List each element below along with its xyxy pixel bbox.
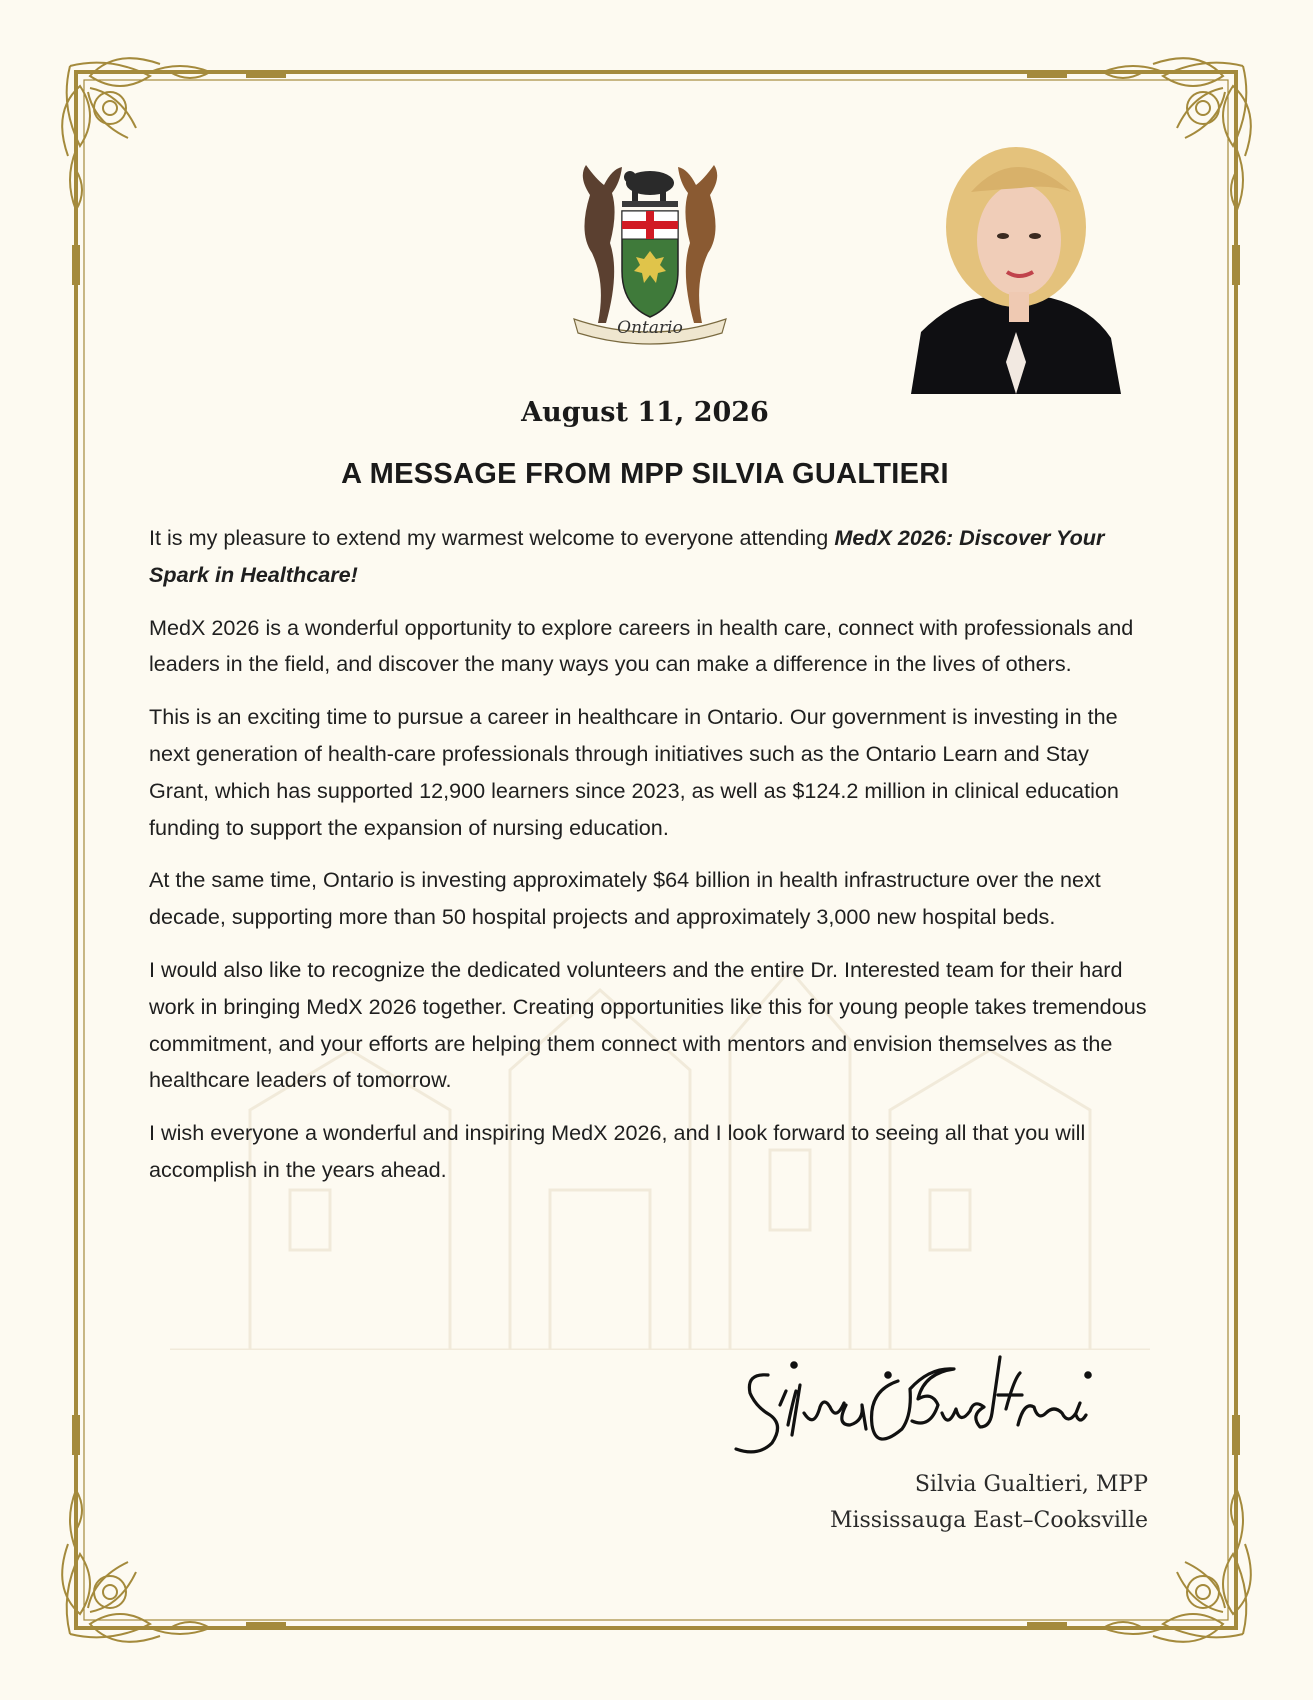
paragraph-opportunity: MedX 2026 is a wonderful opportunity to explore careers in health care, connect with professionals and leaders in the field, and discover the many ways you can make a difference in the lives of others.	[149, 614, 1134, 677]
handwritten-signature	[728, 1335, 1148, 1465]
letter-heading: A MESSAGE FROM MPP SILVIA GUALTIERI	[341, 458, 949, 490]
corner-ornament-top-right-icon	[1103, 58, 1251, 210]
paragraph-infrastructure: At the same time, Ontario is investing approximately $64 billion in health infrastructure over the next decade, supporting more than 50 hospital projects and approximately 3,000 new hospital beds.	[149, 867, 1101, 930]
letter-date: August 11, 2026	[521, 397, 769, 428]
signatory-name: Silvia Gualtieri, MPP	[914, 1472, 1148, 1497]
paragraph-investment: This is an exciting time to pursue a career in healthcare in Ontario. Our government is investing in the next generation of health-care professionals through initiatives such as the Ontario Learn and Stay Grant, which has supported 12,900 learners since 2023, as well as $124.2 million in clinical education funding to support the expansion of nursing education.	[149, 704, 1119, 840]
letter-body	[149, 520, 1149, 1205]
paragraph-welcome	[149, 520, 1149, 594]
mpp-portrait-photo	[911, 132, 1121, 394]
paragraph-volunteers: I would also like to recognize the dedicated volunteers and the entire Dr. Interested team for their hard work in bringing MedX 2026 together. Creating opportunities like this for young people takes tremendous commitment, and your efforts are helping them connect with mentors and envision themselves as the healthcare leaders of tomorrow.	[149, 956, 1147, 1093]
signatory-riding: Mississauga East–Cooksville	[829, 1508, 1148, 1533]
welcome-text: It is my pleasure to extend my warmest welcome to everyone attending	[149, 525, 835, 550]
event-name: MedX 2026: Discover Your Spark in Healthcare!	[149, 525, 1105, 587]
paragraph-closing: I wish everyone a wonderful and inspiring MedX 2026, and I look forward to seeing all that you will accomplish in the years ahead.	[149, 1120, 1086, 1182]
crest-caption: Ontario	[617, 318, 683, 338]
